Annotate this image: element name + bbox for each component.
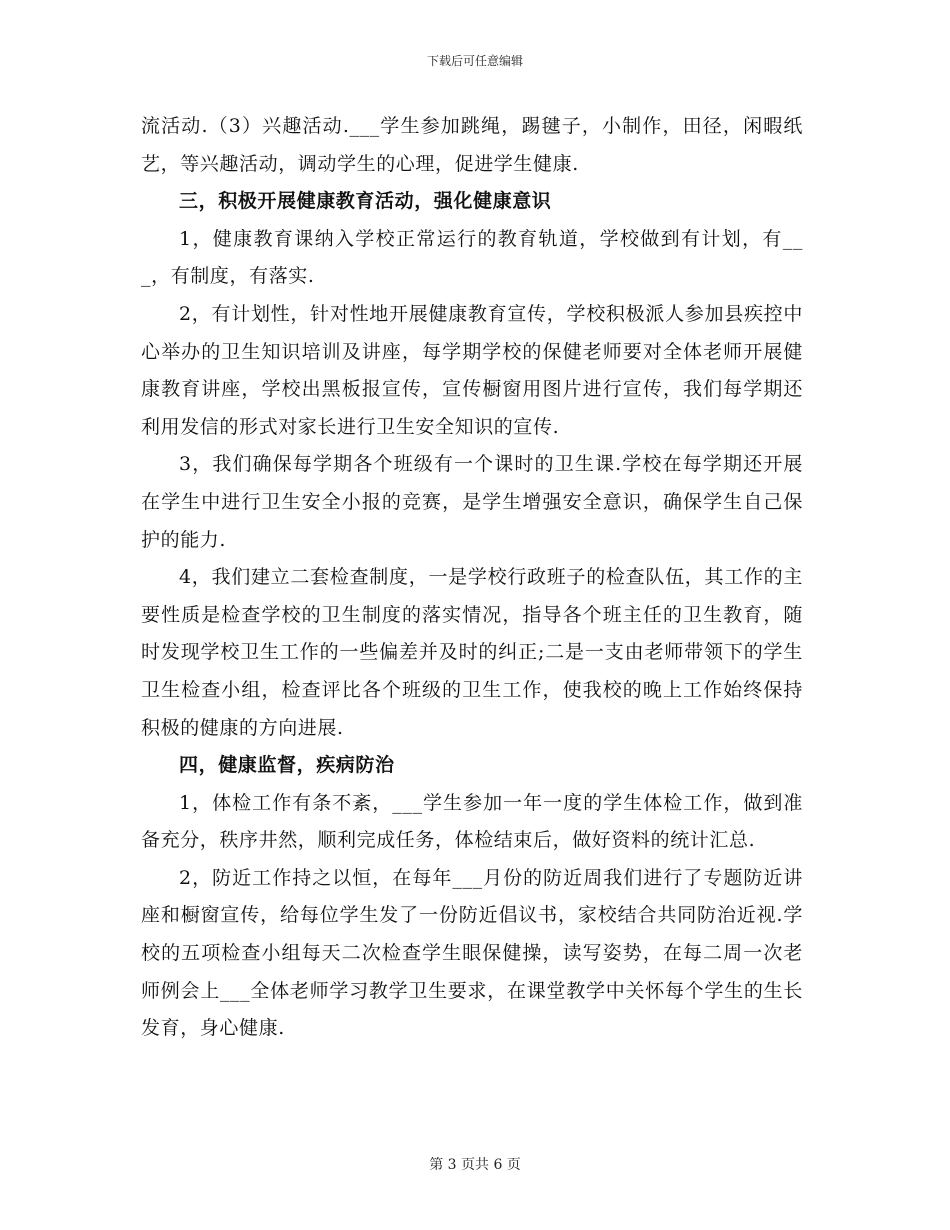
page-number: 第 3 页共 6 页 (429, 1157, 521, 1173)
document-body (141, 108, 803, 1048)
paragraph-3-4: 4，我们建立二套检查制度，一是学校行政班子的检查队伍，其工作的主要性质是检查学校的卫生制度的落实情况，指导各个班主任的卫生教育，随时发现学校卫生工作的一些偏差并及时的纠正;二是一支由老师带领下的学生卫生检查小组，检查评比各个班级的卫生工作，使我校的晚上工作始终保持积极的健康的方向进展. (141, 566, 803, 739)
paragraph-4-2: 2，防近工作持之以恒，在每年___月份的防近周我们进行了专题防近讲座和橱窗宣传，给每位学生发了一份防近倡议书，家校结合共同防治近视.学校的五项检查小组每天二次检查学生眼保健操，读写姿势，在每二周一次老师例会上___全体老师学习教学卫生要求，在课堂教学中关怀每个学生的生长发育，身心健康. (141, 866, 803, 1040)
paragraph-3-1: 1，健康教育课纳入学校正常运行的教育轨道，学校做到有计划，有___，有制度，有落实. (141, 227, 803, 288)
paragraph-4-1: 1，体检工作有条不紊，___学生参加一年一度的学生体检工作，做到准备充分，秩序井然，顺利完成任务，体检结束后，做好资料的统计汇总. (141, 791, 803, 852)
section-heading-4: 四，健康监督，疾病防治 (179, 754, 395, 777)
paragraph-interest-activities: 流活动.（3）兴趣活动.___学生参加跳绳，踢毽子，小制作，田径，闲暇纸艺，等兴趣活动，调动学生的心理，促进学生健康. (141, 115, 803, 175)
paragraph-3-3: 3，我们确保每学期各个班级有一个课时的卫生课.学校在每学期还开展在学生中进行卫生安全小报的竞赛，是学生增强安全意识，确保学生自己保护的能力. (141, 453, 803, 551)
paragraph-3-2: 2，有计划性，针对性地开展健康教育宣传，学校积极派人参加县疾控中心举办的卫生知识培训及讲座，每学期学校的保健老师要对全体老师开展健康教育讲座，学校出黑板报宣传，宣传橱窗用图片进行宣传，我们每学期还利用发信的形式对家长进行卫生安全知识的宣传. (141, 302, 803, 438)
section-heading-3: 三，积极开展健康教育活动，强化健康意识 (179, 190, 552, 213)
page-header-note: 下载后可任意编辑 (426, 54, 523, 68)
